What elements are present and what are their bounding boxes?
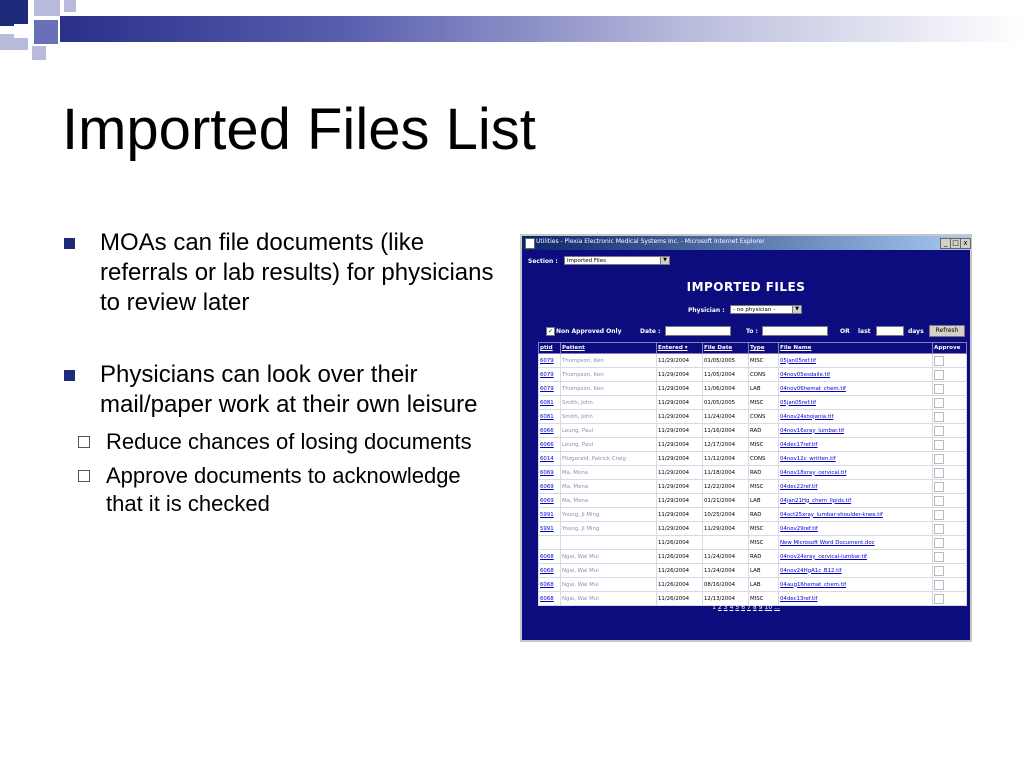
file-name-link[interactable]: 05jan05ref.tif <box>779 396 933 410</box>
file-name-link[interactable]: 04aug16hemat_chem.tif <box>779 578 933 592</box>
file-date <box>703 536 749 550</box>
file-type: RAD <box>749 424 779 438</box>
ptid-link[interactable]: 6081 <box>539 396 561 410</box>
col-patient[interactable]: Patient <box>561 343 657 354</box>
bullet-item <box>62 228 502 318</box>
decor-square <box>32 46 46 60</box>
ptid-link[interactable]: 6081 <box>539 410 561 424</box>
page-link[interactable]: 6 <box>741 604 746 611</box>
patient-name: Fitzgerald, Patrick Craig <box>561 452 657 466</box>
col-approve: Approve <box>933 343 967 354</box>
approve-checkbox[interactable] <box>934 454 944 464</box>
entered-date: 11/26/2004 <box>657 592 703 606</box>
bullet-text: MOAs can file documents (like referrals or lab results) for physicians to review later <box>100 229 494 316</box>
file-name-link[interactable]: 04jan21Hg_chem_lipids.tif <box>779 494 933 508</box>
ptid-link[interactable]: 6069 <box>539 494 561 508</box>
approve-checkbox[interactable] <box>934 566 944 576</box>
table-row <box>539 508 967 522</box>
page-link[interactable]: 2 <box>717 604 722 611</box>
file-name-link[interactable]: 04dec13ref.tif <box>779 592 933 606</box>
approve-cell <box>933 382 967 396</box>
approve-cell <box>933 494 967 508</box>
table-row <box>539 480 967 494</box>
approve-cell <box>933 480 967 494</box>
approve-checkbox[interactable] <box>934 496 944 506</box>
ptid-link[interactable]: 6066 <box>539 438 561 452</box>
table-row <box>539 536 967 550</box>
ptid-link[interactable]: 6068 <box>539 578 561 592</box>
table-row <box>539 578 967 592</box>
file-date: 11/24/2004 <box>703 564 749 578</box>
approve-cell <box>933 396 967 410</box>
table-header-row <box>539 343 967 354</box>
patient-name <box>561 536 657 550</box>
patient-name: Young, Ji Ming <box>561 522 657 536</box>
table-row <box>539 550 967 564</box>
file-name-link[interactable]: 04nov12c_written.tif <box>779 452 933 466</box>
file-type: RAD <box>749 466 779 480</box>
file-type: MISC <box>749 592 779 606</box>
table-row <box>539 466 967 480</box>
physician-select[interactable] <box>730 305 802 314</box>
file-date: 01/21/2004 <box>703 494 749 508</box>
file-type: CONS <box>749 410 779 424</box>
file-name-link[interactable]: 04nov16xray_lumbar.tif <box>779 424 933 438</box>
bullet-text: Physicians can look over their mail/paper work at their own leisure <box>100 361 478 418</box>
file-name-link[interactable]: New Microsoft Word Document.doc <box>779 536 933 550</box>
file-type: CONS <box>749 368 779 382</box>
section-select[interactable] <box>564 256 670 265</box>
approve-checkbox[interactable] <box>934 398 944 408</box>
page-link[interactable]: ... <box>774 604 780 611</box>
last-days-input[interactable] <box>876 326 904 336</box>
table-row <box>539 382 967 396</box>
approve-checkbox[interactable] <box>934 594 944 604</box>
approve-cell <box>933 578 967 592</box>
entered-date: 11/29/2004 <box>657 452 703 466</box>
entered-date: 11/29/2004 <box>657 410 703 424</box>
approve-checkbox[interactable] <box>934 482 944 492</box>
ptid-link[interactable]: 6014 <box>539 452 561 466</box>
approve-cell <box>933 522 967 536</box>
approve-checkbox[interactable] <box>934 426 944 436</box>
file-type: LAB <box>749 494 779 508</box>
entered-date: 11/29/2004 <box>657 494 703 508</box>
file-type: RAD <box>749 508 779 522</box>
table-row <box>539 410 967 424</box>
section-label: Section : <box>528 258 558 265</box>
table-row <box>539 438 967 452</box>
sub-bullet-item <box>24 462 502 518</box>
ie-app-icon <box>525 238 535 249</box>
col-file-date[interactable]: File Date <box>703 343 749 354</box>
approve-cell <box>933 410 967 424</box>
file-date: 12/17/2004 <box>703 438 749 452</box>
file-date: 12/13/2004 <box>703 592 749 606</box>
approve-cell <box>933 354 967 368</box>
decor-square <box>14 24 30 38</box>
approve-cell <box>933 536 967 550</box>
approve-checkbox[interactable] <box>934 538 944 548</box>
approve-cell <box>933 466 967 480</box>
ptid-link[interactable]: 6079 <box>539 354 561 368</box>
col-file-name[interactable]: File Name <box>779 343 933 354</box>
patient-name: Ma, Mona <box>561 494 657 508</box>
chevron-down-icon: ▼ <box>792 306 801 313</box>
file-date: 11/05/2004 <box>703 368 749 382</box>
entered-date: 11/26/2004 <box>657 536 703 550</box>
patient-name: Young, Ji Ming <box>561 508 657 522</box>
patient-name: Leung, Paul <box>561 424 657 438</box>
to-label: To : <box>746 328 758 335</box>
file-date: 08/16/2004 <box>703 578 749 592</box>
file-type: MISC <box>749 438 779 452</box>
approve-cell <box>933 368 967 382</box>
sub-bullet-text: Reduce chances of losing documents <box>106 429 472 454</box>
header-gradient-bar <box>60 16 1024 42</box>
date-to-input[interactable] <box>762 326 828 336</box>
entered-date: 11/26/2004 <box>657 550 703 564</box>
page-link[interactable]: 5 <box>735 604 740 611</box>
table-row <box>539 368 967 382</box>
entered-date: 11/29/2004 <box>657 354 703 368</box>
ptid-link[interactable]: 6079 <box>539 382 561 396</box>
file-date: 11/24/2004 <box>703 550 749 564</box>
page-link[interactable]: 4 <box>729 604 734 611</box>
entered-date: 11/26/2004 <box>657 578 703 592</box>
physician-label: Physician : <box>688 307 725 314</box>
entered-date: 11/29/2004 <box>657 396 703 410</box>
file-type: RAD <box>749 550 779 564</box>
approve-checkbox[interactable] <box>934 384 944 394</box>
table-row <box>539 452 967 466</box>
page-link[interactable]: 7 <box>747 604 751 611</box>
file-date: 11/18/2004 <box>703 466 749 480</box>
ptid-link[interactable]: 6069 <box>539 480 561 494</box>
file-type: MISC <box>749 396 779 410</box>
pagination <box>522 604 970 611</box>
patient-name: Thompson, Ken <box>561 354 657 368</box>
patient-name: Smith, John <box>561 396 657 410</box>
approve-checkbox[interactable] <box>934 356 944 366</box>
physician-select-value: - no physician - <box>733 307 776 313</box>
file-date: 11/06/2004 <box>703 382 749 396</box>
approve-checkbox[interactable] <box>934 510 944 520</box>
approve-checkbox[interactable] <box>934 412 944 422</box>
page-link[interactable]: 3 <box>723 604 728 611</box>
table-row <box>539 564 967 578</box>
ptid-link[interactable]: 6079 <box>539 368 561 382</box>
file-name-link[interactable]: 05jan05ref.tif <box>779 354 933 368</box>
table-row <box>539 424 967 438</box>
file-name-link[interactable]: 04dec22ref.tif <box>779 480 933 494</box>
refresh-button[interactable]: Refresh <box>929 325 965 337</box>
patient-name: Ngai, Wai Mui <box>561 592 657 606</box>
browser-window-screenshot <box>520 234 972 642</box>
days-label: days <box>908 328 924 335</box>
ptid-link[interactable]: 5991 <box>539 522 561 536</box>
entered-date: 11/29/2004 <box>657 368 703 382</box>
file-type: MISC <box>749 522 779 536</box>
approve-cell <box>933 508 967 522</box>
window-titlebar <box>522 236 970 250</box>
ptid-link[interactable]: 6068 <box>539 550 561 564</box>
hollow-square-icon <box>78 470 90 482</box>
patient-name: Thompson, Ken <box>561 368 657 382</box>
section-row <box>528 258 558 265</box>
patient-name: Ngai, Wai Mui <box>561 564 657 578</box>
entered-date: 11/26/2004 <box>657 564 703 578</box>
patient-name: Ma, Mona <box>561 480 657 494</box>
table-row <box>539 494 967 508</box>
col-type[interactable]: Type <box>749 343 779 354</box>
file-name-link[interactable]: 04nov06hemat_chem.tif <box>779 382 933 396</box>
bullet-square-icon <box>64 370 75 381</box>
page-link[interactable]: 1 <box>712 604 716 611</box>
patient-name: Ma, Mona <box>561 466 657 480</box>
file-date: 12/22/2004 <box>703 480 749 494</box>
minimize-button[interactable]: _ <box>940 238 951 249</box>
table-row <box>539 354 967 368</box>
bullet-list <box>62 228 502 522</box>
hollow-square-icon <box>78 436 90 448</box>
chevron-down-icon: ▼ <box>660 257 669 264</box>
approve-checkbox[interactable] <box>934 524 944 534</box>
file-date: 01/05/2005 <box>703 354 749 368</box>
file-date: 01/05/2005 <box>703 396 749 410</box>
entered-date: 11/29/2004 <box>657 522 703 536</box>
sub-bullet-item <box>24 428 502 456</box>
entered-date: 11/29/2004 <box>657 480 703 494</box>
bullet-square-icon <box>64 238 75 249</box>
section-select-value: Imported Files <box>567 258 606 264</box>
file-type: LAB <box>749 382 779 396</box>
patient-name: Ngai, Wai Mui <box>561 550 657 564</box>
page-link[interactable]: 9 <box>758 604 763 611</box>
table-row <box>539 396 967 410</box>
page-link[interactable]: 10 <box>764 604 773 611</box>
window-title: Utilities - Plexia Electronic Medical Systems Inc. - Microsoft Internet Explorer <box>536 238 765 245</box>
file-name-link[interactable]: 04nov24xray_cervical-lumbar.tif <box>779 550 933 564</box>
patient-name: Ngai, Wai Mui <box>561 578 657 592</box>
approve-cell <box>933 564 967 578</box>
file-type: MISC <box>749 480 779 494</box>
ptid-link[interactable]: 6068 <box>539 564 561 578</box>
non-approved-label: Non Approved Only <box>556 328 622 335</box>
approve-checkbox[interactable] <box>934 440 944 450</box>
decor-square <box>34 20 58 44</box>
ptid-link[interactable]: 6069 <box>539 466 561 480</box>
approve-cell <box>933 550 967 564</box>
file-name-link[interactable]: 04nov24shojania.tif <box>779 410 933 424</box>
approve-checkbox[interactable] <box>934 580 944 590</box>
file-name-link[interactable]: 04nov18xray_cervical.tif <box>779 466 933 480</box>
file-name-link[interactable]: 04nov05esdaile.tif <box>779 368 933 382</box>
file-name-link[interactable]: 04nov29ref.tif <box>779 522 933 536</box>
ptid-link[interactable] <box>539 536 561 550</box>
file-name-link[interactable]: 04oct25xray_lumbar-shoulder-knee.tif <box>779 508 933 522</box>
entered-date: 11/29/2004 <box>657 438 703 452</box>
file-date: 11/29/2004 <box>703 522 749 536</box>
file-date: 11/12/2004 <box>703 452 749 466</box>
patient-name: Thompson, Ken <box>561 382 657 396</box>
approve-checkbox[interactable] <box>934 468 944 478</box>
entered-date: 11/29/2004 <box>657 424 703 438</box>
ptid-link[interactable]: 5991 <box>539 508 561 522</box>
entered-date: 11/29/2004 <box>657 508 703 522</box>
entered-date: 11/29/2004 <box>657 466 703 480</box>
approve-cell <box>933 424 967 438</box>
approve-cell <box>933 438 967 452</box>
file-date: 11/24/2004 <box>703 410 749 424</box>
ptid-link[interactable]: 6066 <box>539 424 561 438</box>
file-name-link[interactable]: 04dec17ref.tif <box>779 438 933 452</box>
decor-square <box>64 0 76 12</box>
imported-files-table <box>538 342 967 606</box>
slide-title: Imported Files List <box>62 97 536 162</box>
file-type: MISC <box>749 536 779 550</box>
col-ptid[interactable]: ptid <box>539 343 561 354</box>
maximize-button[interactable]: □ <box>950 238 961 249</box>
patient-name: Smith, John <box>561 410 657 424</box>
file-type: LAB <box>749 564 779 578</box>
page-link[interactable]: 8 <box>752 604 757 611</box>
or-label: OR <box>840 328 850 335</box>
table-row <box>539 522 967 536</box>
decor-square <box>34 0 60 16</box>
file-date: 11/16/2004 <box>703 424 749 438</box>
patient-name: Leung, Paul <box>561 438 657 452</box>
file-name-link[interactable]: 04nov24HgA1c_B12.tif <box>779 564 933 578</box>
approve-cell <box>933 452 967 466</box>
file-date: 10/25/2004 <box>703 508 749 522</box>
file-type: LAB <box>749 578 779 592</box>
page-title: IMPORTED FILES <box>686 280 806 294</box>
entered-date: 11/29/2004 <box>657 382 703 396</box>
approve-checkbox[interactable] <box>934 552 944 562</box>
sub-bullet-text: Approve documents to acknowledge that it is checked <box>106 463 461 516</box>
ptid-link[interactable]: 6068 <box>539 592 561 606</box>
bullet-item <box>62 360 502 420</box>
last-label: last <box>858 328 871 335</box>
approve-checkbox[interactable] <box>934 370 944 380</box>
close-button[interactable]: x <box>960 238 971 249</box>
decor-square <box>0 0 28 26</box>
date-label: Date : <box>640 328 661 335</box>
file-type: MISC <box>749 354 779 368</box>
non-approved-checkbox[interactable]: ✓ <box>547 328 554 335</box>
col-entered[interactable]: Entered ▾ <box>657 343 703 354</box>
date-from-input[interactable] <box>665 326 731 336</box>
file-type: CONS <box>749 452 779 466</box>
